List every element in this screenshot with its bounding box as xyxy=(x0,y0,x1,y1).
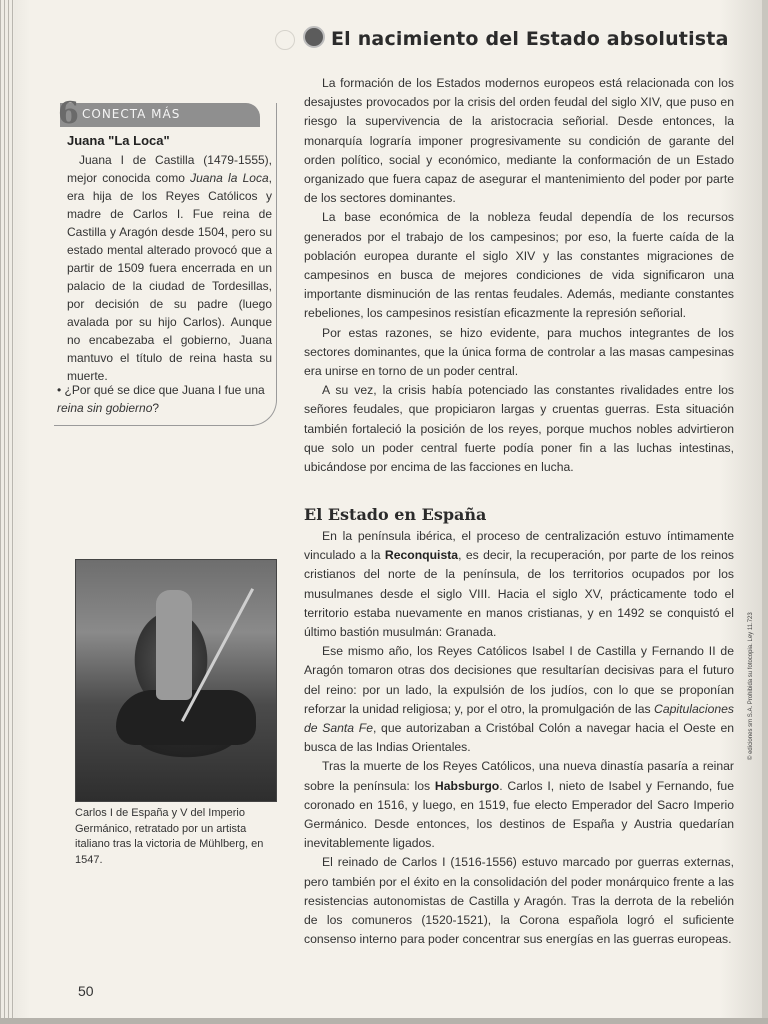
key-term: Reconquista xyxy=(384,548,459,563)
key-term: reina sin gobierno xyxy=(57,401,153,415)
portrait-image xyxy=(75,559,277,802)
decorative-circle xyxy=(275,30,295,50)
section-heading: El nacimiento del Estado absolutista xyxy=(303,26,733,50)
paragraph: Tras la muerte de los Reyes Católicos, una nueva dinastía pasaría a reinar sobre la península: los Habsburgo. Carlos I, nieto de Isabel y Fernando, fue coronado en 1516, y luego, en 1519, fue electo Emperador del Sacro Imperio Germánico. Desde entonces, los destinos de España y Austria quedarían inevitablemente ligados. xyxy=(304,759,734,851)
key-term: Capitulaciones de Santa Fe xyxy=(304,701,734,736)
page-number: 50 xyxy=(78,983,94,999)
sidebar-title: Juana "La Loca" xyxy=(67,133,170,148)
book-spine xyxy=(0,0,14,1024)
image-caption: Carlos I de España y V del Imperio Germánico, retratado por un artista italiano tras la victoria de Mühlberg, en 1547. xyxy=(75,807,264,866)
paragraph: El reinado de Carlos I (1516-1556) estuvo marcado por guerras externas, pero también por el éxito en la consolidación del poder monárquico frente a las resistencias autonomistas de Castilla y Aragón. Tras la derrota de la rebelión de los comuneros (1520-1521), la Corona española logró el suficiente consenso interno para poder concentrar sus energías en las guerras europeas. xyxy=(304,855,734,947)
sidebar-number: 6 xyxy=(58,96,79,131)
paragraph: La formación de los Estados modernos europeos está relacionada con los desajustes provocados por la crisis del orden feudal del siglo XIV, que puso en riesgo la supervivencia de la aristocracia señorial. Desde entonces, la monarquía lograría imponer progresivamente su condición de garante del orden político, social y económico, mediante la conformación de un Estado organizado que fuera capaz de asegurar el mantenimiento del poder por parte de los sectores dominantes. xyxy=(304,76,734,206)
copyright-notice: © ediciones sm S.A. Prohibida su fotocopia. Ley 11.723 xyxy=(748,612,754,760)
key-term: Habsburgo xyxy=(434,778,500,793)
subsection-heading: El Estado en España xyxy=(304,505,487,524)
paragraph: La base económica de la nobleza feudal dependía de los recursos generados por el trabajo de los campesinos; por eso, la fuerte caída de la población europea durante el siglo XIV y las constantes migraciones de campesinos en busca de mejores condiciones de vida significaron una importante disminución de las rentas feudales. Además, mediante constantes rebeliones, los campesinos resistían eficazmente la represión señorial. xyxy=(304,210,734,321)
page-edge-right xyxy=(762,0,768,1024)
spain-text xyxy=(304,527,734,949)
sidebar-question: • ¿Por qué se dice que Juana I fue una reina sin gobierno? xyxy=(57,383,265,415)
paragraph: Ese mismo año, los Reyes Católicos Isabel I de Castilla y Fernando II de Aragón tomaron otras dos decisiones que resultarían decisivas para el futuro del reino: por un lado, la expulsión de los judíos, con lo que se proponían reforzar la unidad religiosa; y, por el otro, la promulgación de las Capitulaciones de Santa Fe, que autorizaban a Cristóbal Colón a navegar hacia el Oeste en busca de las Indias Orientales. xyxy=(304,644,735,755)
paragraph: En la península ibérica, el proceso de centralización estuvo íntimamente vinculado a la Reconquista, es decir, la recuperación, por parte de los reinos cristianos del norte de la península, de los territorios ocupados por los musulmanes desde el siglo VIII. Hacia el siglo XV, prácticamente todo el territorio estaba nuevamente en manos cristianas, y en 1492 se conquistó el último bastión musulmán: Granada. xyxy=(304,529,734,640)
intro-text xyxy=(304,74,734,477)
paragraph: A su vez, la crisis había potenciado las constantes rivalidades entre los señores feudales, que propiciaron largas y cruentas guerras. Esta situación también fortaleció la posición de los reyes, porque muchos nobles advirtieron que solo un poder central fuerte podía poner fin a las luchas intestinas, ubicándose por encima de las facciones en lucha. xyxy=(304,383,734,475)
section-bullet-icon xyxy=(303,26,325,48)
paragraph: Juana I de Castilla (1479-1555), mejor conocida como Juana la Loca, era hija de los Reyes Católicos y madre de Carlos I. Fue reina de Castilla y Aragón desde 1504, pero su estado mental alterado provocó que a partir de 1509 fuera encerrada en un palacio de la ciudad de Tordesillas, por decisión de su padre (luego avalada por su hijo Carlos). Aunque no encabezaba el gobierno, Juana mantuvo el título de reina hasta su muerte. xyxy=(67,153,272,383)
rider-shape xyxy=(156,590,192,700)
key-term: Juana la Loca xyxy=(190,171,269,185)
sidebar-text xyxy=(67,151,272,385)
sidebar-tab: CONECTA MÁS xyxy=(60,103,260,127)
page-edge-bottom xyxy=(0,1018,768,1024)
paragraph: Por estas razones, se hizo evidente, para muchos integrantes de los sectores dominantes, que la única forma de controlar a las masas campesinas era unirse en torno de un poder central. xyxy=(304,325,734,379)
